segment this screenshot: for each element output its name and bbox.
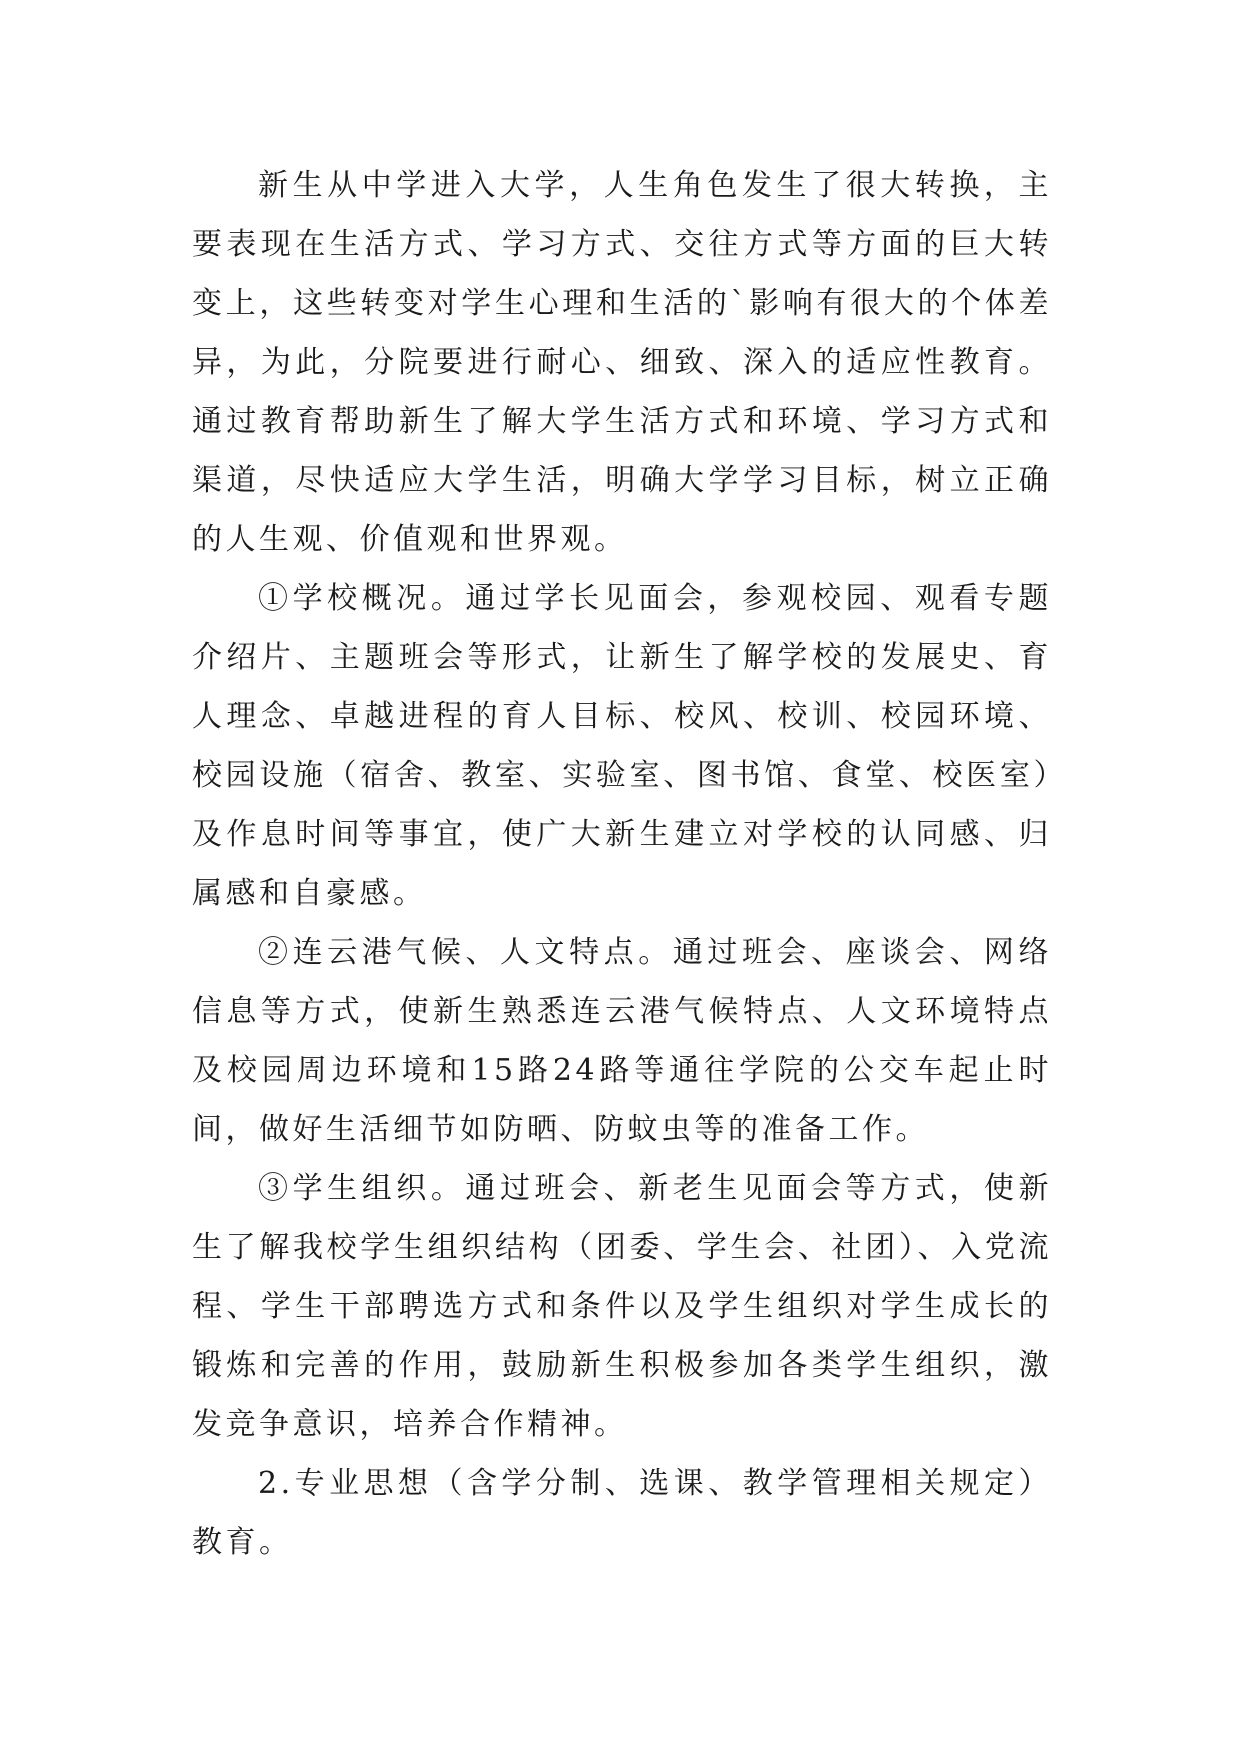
document-body <box>192 156 1052 1572</box>
paragraph-intro: 新生从中学进入大学，人生角色发生了很大转换，主要表现在生活方式、学习方式、交往方式等方面的巨大转变上，这些转变对学生心理和生活的`影响有很大的个体差异，为此，分院要进行耐心、细致、深入的适应性教育。通过教育帮助新生了解大学生活方式和环境、学习方式和渠道，尽快适应大学生活，明确大学学习目标，树立正确的人生观、价值观和世界观。 <box>192 168 1052 557</box>
paragraph-lianyungang-climate: ②连云港气候、人文特点。通过班会、座谈会、网络信息等方式，使新生熟悉连云港气候特点、人文环境特点及校园周边环境和15路24路等通往学院的公交车起止时间，做好生活细节如防晒、防蚊虫等的准备工作。 <box>192 935 1052 1147</box>
paragraph-professional-education: 2.专业思想（含学分制、选课、教学管理相关规定）教育。 <box>192 1466 1052 1560</box>
paragraph-student-organizations: ③学生组织。通过班会、新老生见面会等方式，使新生了解我校学生组织结构（团委、学生会、社团）、入党流程、学生干部聘选方式和条件以及学生组织对学生成长的锻炼和完善的作用，鼓励新生积极参加各类学生组织，激发竞争意识，培养合作精神。 <box>192 1171 1052 1442</box>
paragraph-school-overview: ①学校概况。通过学长见面会，参观校园、观看专题介绍片、主题班会等形式，让新生了解学校的发展史、育人理念、卓越进程的育人目标、校风、校训、校园环境、校园设施（宿舍、教室、实验室、图书馆、食堂、校医室）及作息时间等事宜，使广大新生建立对学校的认同感、归属感和自豪感。 <box>192 581 1052 911</box>
